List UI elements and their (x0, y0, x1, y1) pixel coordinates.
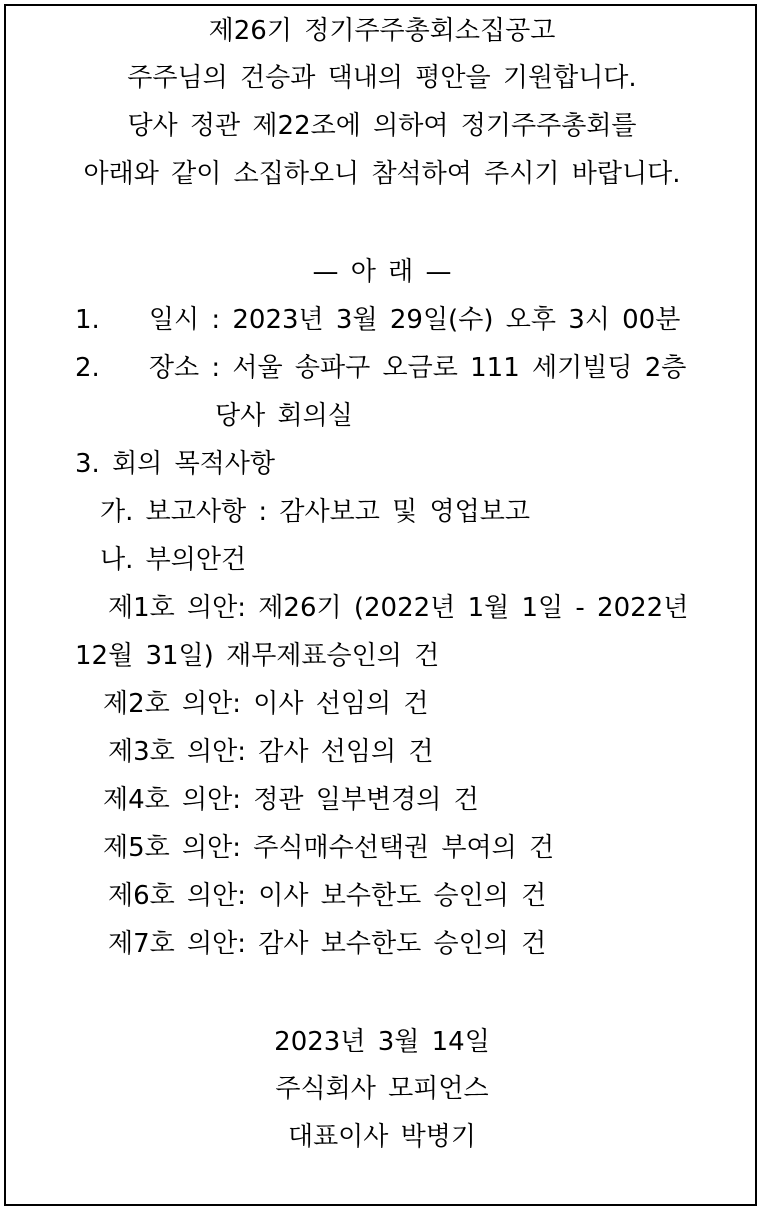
notice-title: 제26기 정기주주총회소집공고 (208, 16, 556, 46)
intro-line-1: 주주님의 건승과 댁내의 평안을 기원합니다. (127, 63, 637, 93)
item-place-continued: 당사 회의실 (215, 401, 353, 431)
item-date: 1. 일시 : 2023년 3월 29일(수) 오후 3시 00분 (75, 305, 681, 335)
agenda-item-5: 제5호 의안: 주식매수선택권 부여의 건 (103, 833, 555, 863)
report-items: 가. 보고사항 : 감사보고 및 영업보고 (100, 497, 530, 527)
item-place: 2. 장소 : 서울 송파구 오금로 111 세기빌딩 2층 (75, 353, 687, 383)
agenda-item-1-continued: 12월 31일) 재무제표승인의 건 (75, 641, 440, 671)
agenda-item-2: 제2호 의안: 이사 선임의 건 (103, 689, 429, 719)
agenda-item-7: 제7호 의안: 감사 보수한도 승인의 건 (108, 929, 547, 959)
intro-line-2: 당사 정관 제22조에 의하여 정기주주총회를 (127, 111, 637, 141)
company-name: 주식회사 모피언스 (275, 1074, 489, 1104)
agenda-item-1: 제1호 의안: 제26기 (2022년 1월 1일 - 2022년 (108, 593, 689, 623)
agenda-item-6: 제6호 의안: 이사 보수한도 승인의 건 (108, 881, 547, 911)
intro-line-3: 아래와 같이 소집하오니 참석하여 주시기 바랍니다. (83, 159, 681, 189)
ceo-name: 대표이사 박병기 (287, 1122, 477, 1152)
notice-date: 2023년 3월 14일 (274, 1027, 490, 1057)
resolutions-title: 나. 부의안건 (100, 545, 247, 575)
section-heading: — 아 래 — (312, 257, 452, 287)
agenda-item-3: 제3호 의안: 감사 선임의 건 (108, 737, 434, 767)
agenda-title: 3. 회의 목적사항 (75, 449, 276, 479)
agenda-item-4: 제4호 의안: 정관 일부변경의 건 (103, 785, 479, 815)
